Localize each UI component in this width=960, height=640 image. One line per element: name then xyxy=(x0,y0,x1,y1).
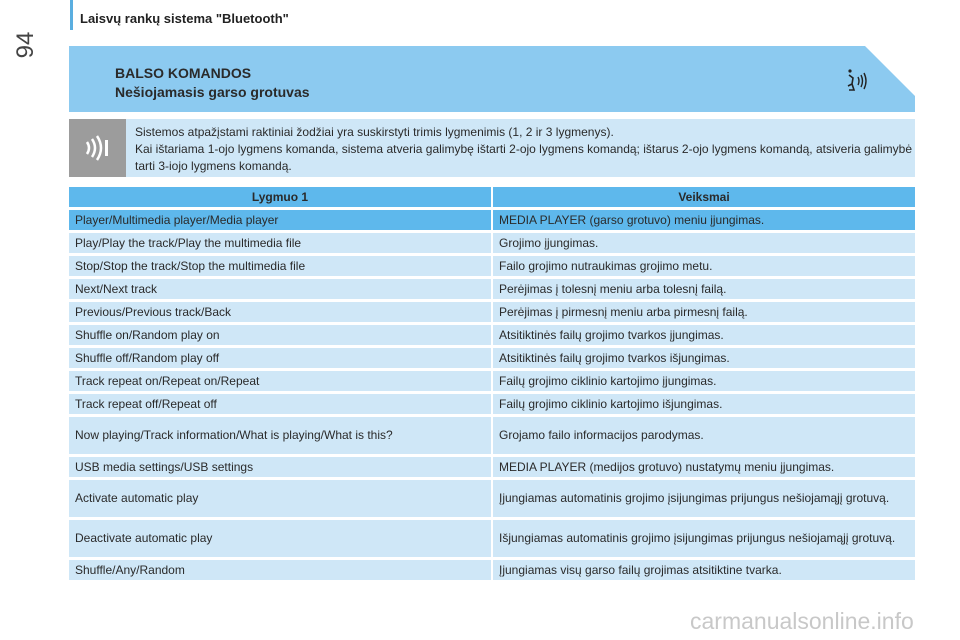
level-cell: Stop/Stop the track/Stop the multimedia file xyxy=(69,256,491,276)
chapter-title: Laisvų rankų sistema "Bluetooth" xyxy=(80,11,289,26)
info-line-1: Sistemos atpažįstami raktiniai žodžiai yra suskirstyti trimis lygmenimis (1, 2 ir 3 lygmenys). xyxy=(135,125,614,139)
table-row xyxy=(69,279,915,299)
table-header-row xyxy=(69,187,915,207)
action-cell: Failų grojimo ciklinio kartojimo įjungimas. xyxy=(491,371,915,391)
voice-waves-icon xyxy=(81,134,115,162)
action-cell: MEDIA PLAYER (medijos grotuvo) nustatymų meniu įjungimas. xyxy=(491,457,915,477)
action-cell: Perėjimas į tolesnį meniu arba tolesnį failą. xyxy=(491,279,915,299)
level-cell: Shuffle on/Random play on xyxy=(69,325,491,345)
level-cell: Track repeat on/Repeat on/Repeat xyxy=(69,371,491,391)
action-cell: Failų grojimo ciklinio kartojimo išjungimas. xyxy=(491,394,915,414)
level-cell: Now playing/Track information/What is playing/What is this? xyxy=(69,417,491,454)
table-row xyxy=(69,371,915,391)
section-subtitle: Nešiojamasis garso grotuvas xyxy=(115,84,310,100)
voice-command-icon xyxy=(844,68,872,94)
level-cell: Shuffle/Any/Random xyxy=(69,560,491,580)
table-row xyxy=(69,233,915,253)
action-cell: Įjungiamas visų garso failų grojimas atsitiktine tvarka. xyxy=(491,560,915,580)
table-row xyxy=(69,417,915,454)
action-cell: MEDIA PLAYER (garso grotuvo) meniu įjungimas. xyxy=(491,210,915,230)
action-cell: Grojimo įjungimas. xyxy=(491,233,915,253)
info-line-2: Kai ištariama 1-ojo lygmens komanda, sistema atveria galimybę ištarti 2-ojo lygmens komandą; ištarus 2-ojo lygmens komandą, atsiveria galimybė tarti 3-iojo lygmens komandą. xyxy=(135,142,913,173)
margin-accent-bar xyxy=(70,0,73,30)
level-cell: Play/Play the track/Play the multimedia file xyxy=(69,233,491,253)
level-cell: Player/Multimedia player/Media player xyxy=(69,210,491,230)
table-row xyxy=(69,480,915,517)
action-cell: Failo grojimo nutraukimas grojimo metu. xyxy=(491,256,915,276)
level-cell: Previous/Previous track/Back xyxy=(69,302,491,322)
commands-table xyxy=(69,184,915,583)
action-cell: Išjungiamas automatinis grojimo įsijungimas prijungus nešiojamąjį grotuvą. xyxy=(491,520,915,557)
table-row xyxy=(69,325,915,345)
info-icon-box xyxy=(69,119,126,177)
level-cell: Next/Next track xyxy=(69,279,491,299)
table-row xyxy=(69,394,915,414)
table-row xyxy=(69,302,915,322)
action-cell: Įjungiamas automatinis grojimo įsijungimas prijungus nešiojamąjį grotuvą. xyxy=(491,480,915,517)
table-row xyxy=(69,560,915,580)
level-cell: Deactivate automatic play xyxy=(69,520,491,557)
level-cell: USB media settings/USB settings xyxy=(69,457,491,477)
level-cell: Shuffle off/Random play off xyxy=(69,348,491,368)
action-cell: Atsitiktinės failų grojimo tvarkos išjungimas. xyxy=(491,348,915,368)
table-row xyxy=(69,256,915,276)
level-cell: Track repeat off/Repeat off xyxy=(69,394,491,414)
section-title: BALSO KOMANDOS xyxy=(115,65,252,81)
table-row xyxy=(69,348,915,368)
action-cell: Perėjimas į pirmesnį meniu arba pirmesnį failą. xyxy=(491,302,915,322)
level-cell: Activate automatic play xyxy=(69,480,491,517)
info-text xyxy=(135,124,913,175)
watermark: carmanualsonline.info xyxy=(690,608,914,634)
action-cell: Grojamo failo informacijos parodymas. xyxy=(491,417,915,454)
table-row xyxy=(69,457,915,477)
table-row xyxy=(69,520,915,557)
column-header-actions: Veiksmai xyxy=(491,187,915,207)
page-number: 94 xyxy=(12,31,39,59)
table-row xyxy=(69,210,915,230)
column-header-level: Lygmuo 1 xyxy=(69,187,491,207)
action-cell: Atsitiktinės failų grojimo tvarkos įjungimas. xyxy=(491,325,915,345)
